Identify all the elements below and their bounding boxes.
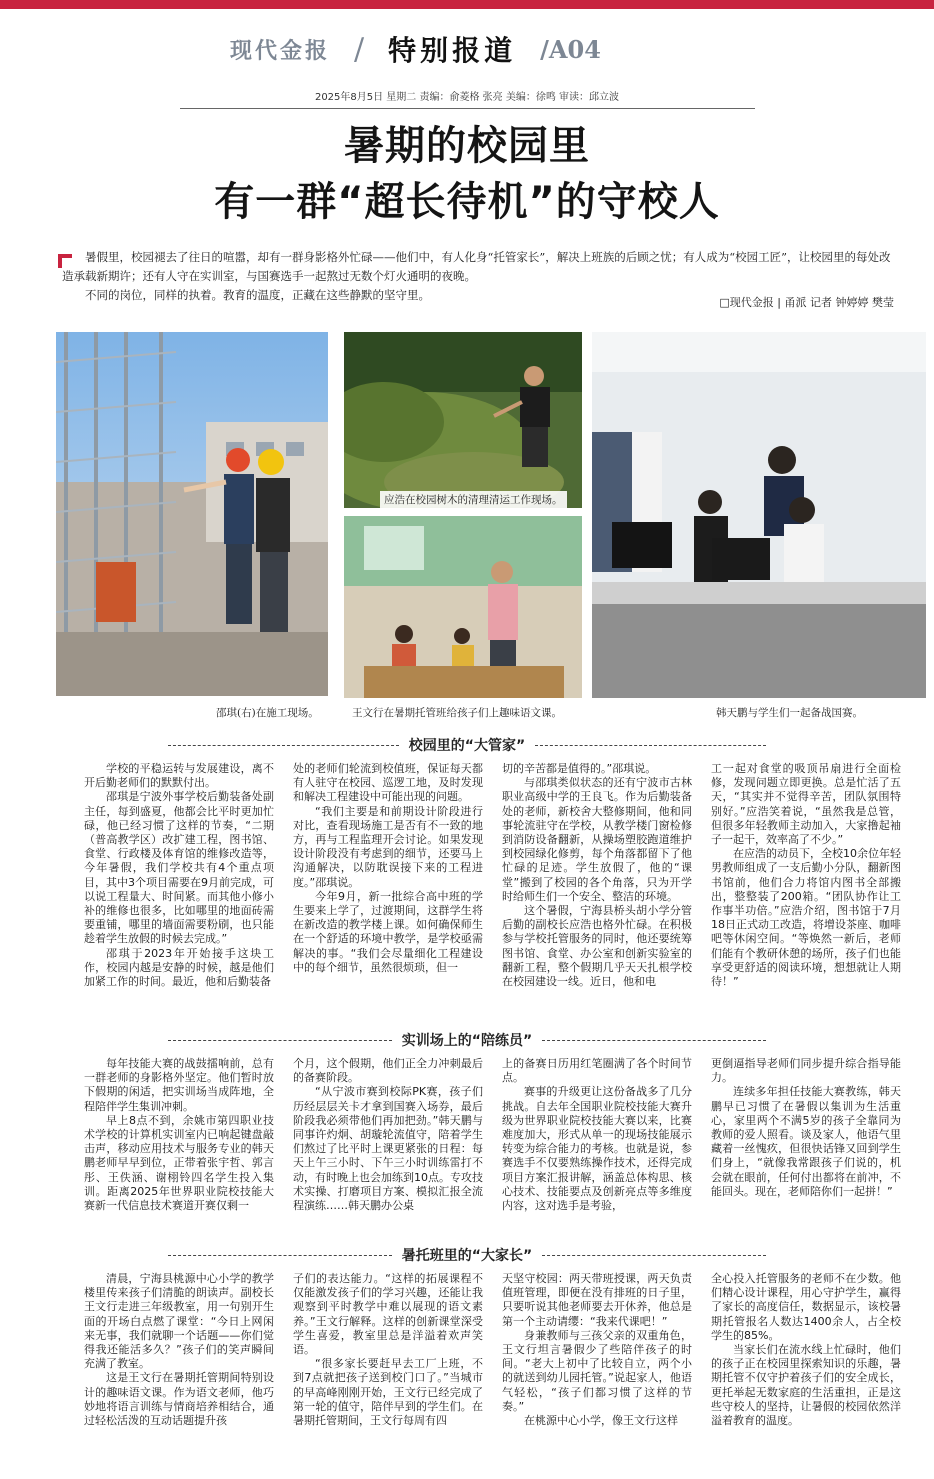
- byline: □现代金报 | 甬派 记者 钟婷婷 樊莹: [719, 296, 894, 309]
- article-paragraph: 早上8点不到，余姚市第四职业技术学校的计算机实训室内已响起键盘敲击声，移动应用技术与服务专业的韩天鹏老师早早到位，正带着张宇哲、郭言彤、王佚涵、谢栩铃四名学生投入集训。距离2025年世界职业院校技能大赛新一代信息技术赛道开赛仅剩一: [84, 1113, 274, 1213]
- article-paragraph: 这是王文行在暑期托管期间特别设计的趣味语文课。作为语文老师，他巧妙地将语言训练与情商培养相结合，通过轻松活泼的互动话题提升孩: [84, 1371, 274, 1428]
- photo-tree-clearing: [344, 332, 582, 508]
- section-divider: [535, 745, 766, 746]
- article-paragraph: 处的老师们轮流到校值班，保证每天都有人驻守在校园、巡逻工地，及时发现和解决工程建设中可能出现的问题。: [293, 762, 483, 804]
- article-column: [293, 1272, 483, 1472]
- headline-line-1: 暑期的校园里: [344, 123, 590, 169]
- article-paragraph: “从宁波市赛到校际PK赛，孩子们历经层层关卡才拿到国赛入场券，最后阶段我必须带他们再加把劲。”韩天鹏与同事许灼炯、胡璇轮流值守，陪着学生们熬过了比平时上课更紧张的日程：每天上午三小时、下午三小时训练雷打不动，有时晚上也会加练到10点。专攻技术实操、打磨项目方案、模拟汇报全流程演练……韩天鹏办公桌: [293, 1085, 483, 1213]
- article-column: [711, 762, 901, 1024]
- masthead-divider: /: [354, 31, 365, 67]
- section-divider: [168, 1040, 392, 1041]
- section-header-caretakers: [168, 1245, 766, 1265]
- article-column: [293, 762, 483, 1024]
- article-paragraph: 邵琪是宁波外事学校后勤装备处副主任，每到盛夏，他都会比平时更加忙碌，他已经习惯了这样的节奏，“二期（普高教学区）改扩建工程，图书馆、食堂、行政楼及体育馆的维修改造等，今年暑假，我们学校共有4个重点项目，其中3个项目需要在9月前完成，可以说工程量大、时间紧。而其他小修小补的维修也很多，比如哪里的地面砖需要重铺，哪里的墙面需要粉刷，也只能趁着学生放假的时候去完成。”: [84, 790, 274, 946]
- caption-tree-clearing: 应浩在校园树木的清理清运工作现场。: [380, 491, 567, 508]
- photo-contest-training: [592, 332, 926, 698]
- article-paragraph: 身兼教师与三孩父亲的双重角色，王文行坦言暑假少了些陪伴孩子的时间。“老大上初中了比较自立，两个小的就送到幼儿园托管。”说起家人，他语气轻松，“孩子们都习惯了这样的节奏。”: [502, 1328, 692, 1413]
- masthead: [230, 26, 601, 72]
- article-column: [502, 1057, 692, 1237]
- article-column: [711, 1272, 901, 1472]
- section-body-caretakers: [84, 1272, 910, 1472]
- article-column: [293, 1057, 483, 1237]
- headline-line-2: 有一群“超长待机”的守校人: [214, 179, 720, 225]
- section-divider: [542, 1040, 766, 1041]
- article-paragraph: 在应浩的动员下，全校10余位年轻男教师组成了一支后勤小分队，翻新图书馆前，他们合力将馆内图书全部搬出，整整装了200箱。“团队协作让工作事半功倍。”应浩介绍，图书馆于7月18日正式动工改造，将增设茶座、咖啡吧等休闲空间。“等焕然一新后，老师们能有个教研休憩的场所，孩子们也能享受更舒适的阅读环境，想想就让人期待！”: [711, 847, 901, 989]
- article-paragraph: 上的备赛日历用红笔圈满了各个时间节点。: [502, 1057, 692, 1085]
- newspaper-brand: 现代金报: [230, 37, 331, 64]
- section-divider: [168, 745, 399, 746]
- lead-text-1: 暑假里，校园褪去了往日的喧嚣，却有一群身影格外忙碌——他们中，有人化身“托管家长”，解决上班族的后顾之忧；有人成为“校园工匠”，让校园里的每处改造承载新期许；还有人守在实训室，与国赛选手一起熬过无数个灯火通明的夜晚。: [62, 250, 891, 283]
- section-title: 暑托班里的“大家长”: [401, 1248, 533, 1264]
- section-title: 校园里的“大管家”: [408, 738, 526, 754]
- article-paragraph: 今年9月，新一批综合高中班的学生要来上学了，过渡期间，这群学生将在新改造的教学楼上课。如何确保师生在一个舒适的环境中教学，是学校亟需解决的事。“我们会尽量细化工程建设中的每个细节，虽然很烦琐，但一: [293, 889, 483, 974]
- article-paragraph: 这个暑假，宁海县桥头胡小学分管后勤的副校长应浩也格外忙碌。在积极参与学校托管服务的同时，他还要统筹图书馆、食堂、办公室和创新实验室的翻新工程，整个假期几乎天天扎根学校在校园建设一线。近日，他和电: [502, 904, 692, 989]
- article-column: [84, 762, 274, 1024]
- article-paragraph: 全心投入托管服务的老师不在少数。他们精心设计课程，用心守护学生，赢得了家长的高度信任，数据显示，该校暑期托管报名人数达1400余人，占全校学生的85%。: [711, 1272, 901, 1342]
- article-column: [84, 1272, 274, 1472]
- article-column: [711, 1057, 901, 1237]
- article-paragraph: “很多家长要赶早去工厂上班，不到7点就把孩子送到校门口了。”当城市的早高峰刚刚开始，王文行已经完成了第一轮的值守，陪伴早到的学生们。在暑期托管期间，王文行每周有四: [293, 1357, 483, 1428]
- article-column: [502, 1272, 692, 1472]
- article-paragraph: 工一起对食堂的吸顶吊扇进行全面检修，发现问题立即更换。总是忙活了五天，“其实并不觉得辛苦，团队氛围特别好。”应浩笑着说，“虽然我是总管，但很多年轻教师主动加入，大家撸起袖子一起干，效率高了不少。”: [711, 762, 901, 847]
- page-number: /A04: [540, 34, 601, 64]
- article-paragraph: 学校的平稳运转与发展建设，离不开后勤老师们的默默付出。: [84, 762, 274, 790]
- lead-text-2: 不同的岗位，同样的执着。教育的温度，正藏在这些静默的坚守里。: [85, 288, 430, 302]
- caption-construction: 邵琪(右)在施工现场。: [216, 707, 319, 719]
- article-paragraph: 连续多年担任技能大赛教练，韩天鹏早已习惯了在暑假以集训为生活重心，家里两个不满5岁的孩子全靠同为教师的爱人照看。谈及家人，他语气里藏着一丝愧疚，但很快话锋又回到学生们身上，“就像我常跟孩子们说的，机会就在眼前，任何付出都将在前冲，不能回头。现在，老师陪你们一起拼！”: [711, 1085, 901, 1198]
- article-paragraph: 子们的表达能力。“这样的拓展课程不仅能激发孩子们的学习兴趣，还能让我观察到平时教学中难以展现的语文素养。”王文行解释。这样的创新课堂深受学生喜爱，教室里总是洋溢着欢声笑语。: [293, 1272, 483, 1357]
- article-paragraph: 当家长们在流水线上忙碌时，他们的孩子正在校园里探索知识的乐趣，暑期托管不仅守护着孩子们的安全成长，更托举起无数家庭的生活重担，正是这些守校人的坚持，让暑假的校园依然洋溢着教育的温度。: [711, 1343, 901, 1428]
- photo-summer-class: [344, 516, 582, 698]
- section-header-coaches: [168, 1030, 766, 1050]
- article-paragraph: 清晨，宁海县桃源中心小学的教学楼里传来孩子们清脆的朗读声。副校长王文行走进三年级教室，用一句别开生面的开场白点燃了课堂：“今日上网闲来无事，我们就聊一个话题——你们觉得我还能活多久？”孩子们的笑声瞬间充满了教室。: [84, 1272, 274, 1371]
- section-body-coaches: [84, 1057, 910, 1237]
- article-column: [502, 762, 692, 1024]
- section-title: 实训场上的“陪练员”: [401, 1033, 533, 1049]
- section-name: 特别报道: [388, 34, 517, 67]
- header-rule: [180, 108, 755, 109]
- issue-meta: 2025年8月5日 星期二 责编：俞菱格 张亮 美编：徐鸣 审读：邱立波: [314, 92, 620, 103]
- caption-summer-class: 王文行在暑期托管班给孩子们上趣味语文课。: [352, 707, 562, 719]
- section-header-managers: [168, 735, 766, 755]
- section-divider: [168, 1255, 392, 1256]
- section-divider: [542, 1255, 766, 1256]
- photo-construction-site: [56, 332, 328, 696]
- article-paragraph: 切的辛苦都是值得的。”邵琪说。: [502, 762, 657, 775]
- article-paragraph: 邵琪于2023年开始接手这块工作，校园内越是安静的时候，越是他们加紧工作的时间。最近，他和后勤装备: [84, 946, 274, 989]
- article-paragraph: 个月，这个假期，他们正全力冲刺最后的备赛阶段。: [293, 1057, 483, 1085]
- caption-contest: 韩天鹏与学生们一起备战国赛。: [716, 707, 863, 719]
- top-accent-bar: [0, 0, 934, 9]
- article-paragraph: 每年技能大赛的战鼓擂响前，总有一群老师的身影格外坚定。他们暂时放下假期的闲适，把实训场当成阵地，全程陪伴学生集训冲刺。: [84, 1057, 274, 1113]
- section-body-managers: [84, 762, 910, 1024]
- article-paragraph: 更倒逼指导老师们同步提升综合指导能力。: [711, 1057, 901, 1085]
- article-paragraph: 在桃源中心小学，像王文行这样: [524, 1414, 678, 1428]
- article-column: [84, 1057, 274, 1237]
- headline: [0, 118, 934, 230]
- article-paragraph: 赛事的升级更让这份备战多了几分挑战。自去年全国职业院校技能大赛升级为世界职业院校技能大赛以来，比赛难度加大，形式从单一的现场技能展示转变为综合能力的考核。也就是说，参赛选手不仅要熟练操作技术，还得完成项目方案汇报讲解，涵盖总体构思、核心技术、技能要点及创新亮点等多维度内容，这对选手是考验，: [502, 1085, 692, 1213]
- article-paragraph: 与邵琪类似状态的还有宁波市古林职业高级中学的王良飞。作为后勤装备处的老师，新校舍大整修期间，他和同事轮流驻守在学校，从教学楼门窗检修到消防设备翻新，从操场塑胶跑道维护到校园绿化修剪，每个角落都留下了他忙碌的足迹。学生放假了，他的“课堂”搬到了校园的各个角落，只为开学时给师生们一个安全、整洁的环境。: [502, 776, 692, 903]
- article-paragraph: 天坚守校园：两天带班授课，两天负责值班管理，即便在没有排班的日子里，只要听说其他老师要去开休养，他总是第一个主动请缨：“我来代课吧！”: [502, 1272, 692, 1328]
- article-paragraph: “我们主要是和前期设计阶段进行对比，查看现场施工是否有不一致的地方，再与工程监理开会讨论。如果发现设计阶段没有考虑到的细节，还要马上沟通解决，以防耽误接下来的工程进度。”邵琪说。: [293, 804, 483, 889]
